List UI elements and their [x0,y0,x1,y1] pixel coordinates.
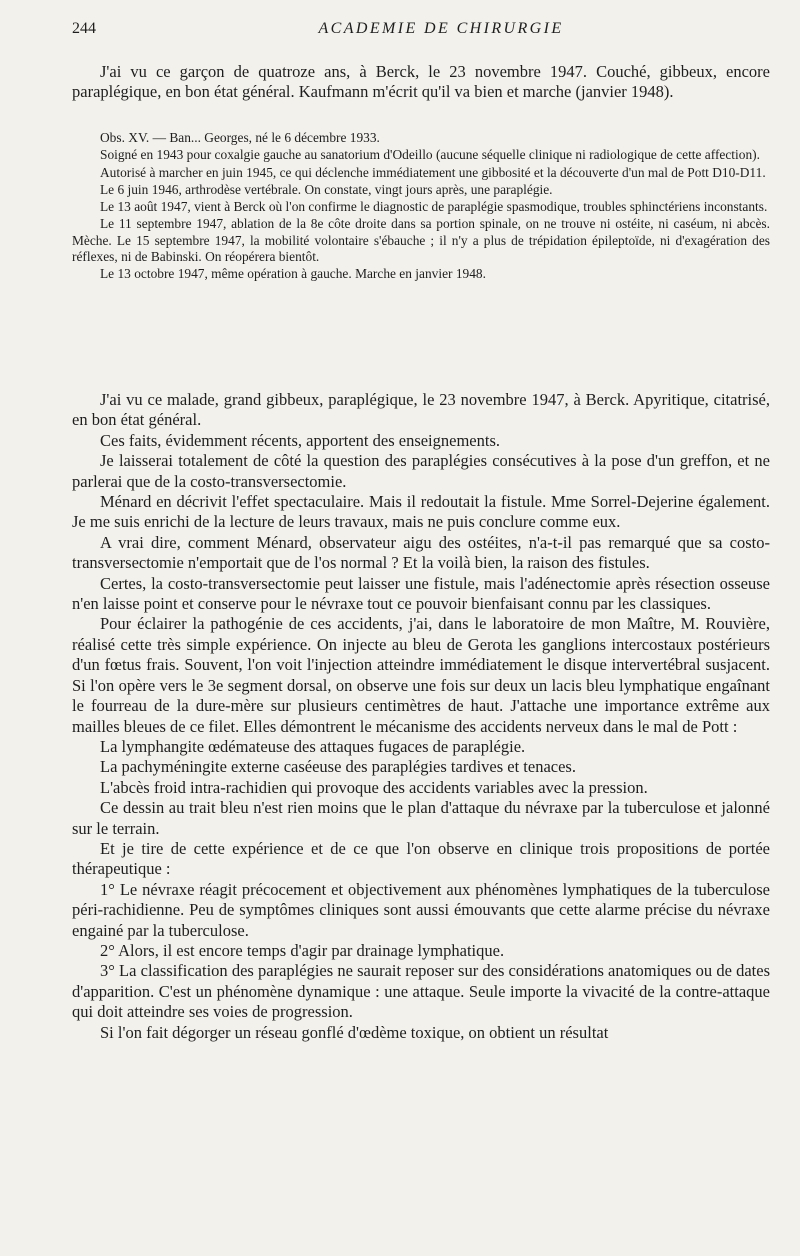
discussion-paragraph: Ces faits, évidemment récents, apportent des enseignements. [100,430,501,450]
observation-paragraph: Le 13 août 1947, vient à Berck où l'on confirme le diagnostic de paraplégie spasmodique, troubles sphinctériens inconstants. [100,199,768,215]
running-head: ACADEMIE DE CHIRURGIE [318,20,564,37]
discussion-paragraph: Si l'on fait dégorger un réseau gonflé d'œdème toxique, on obtient un résultat [100,1022,609,1042]
discussion-paragraph: La lymphangite œdémateuse des attaques fugaces de paraplégie. [100,736,526,756]
intro-section [72,62,770,103]
observation-paragraph: Le 6 juin 1946, arthrodèse vertébrale. On constate, vingt jours après, une paraplégie. [100,181,553,197]
discussion-paragraph: 2° Alors, il est encore temps d'agir par drainage lymphatique. [100,940,505,960]
discussion-paragraph: Pour éclairer la pathogénie de ces accidents, j'ai, dans le laboratoire de mon Maître, M. Rouvière, réalisé cette très simple expérience. On injecte au bleu de Gerota les ganglions intercostaux postérieurs d'un fœtus frais. Souvent, l'on voit l'injection atteindre immédiatement le disque intervertébral susjacent. Si l'on opère vers le 3e segment dorsal, on observe une fois sur deux un lacis bleu lymphatique engaînant le fourreau de la dure-mère sur plusieurs centimètres de haut. J'attache une importance extrême aux mailles bleues de ce filet. Elles démontrent le mécanisme des accidents nerveux dans le mal de Pott : [72,614,770,736]
intro-paragraph: J'ai vu ce garçon de quatroze ans, à Berck, le 23 novembre 1947. Couché, gibbeux, encore paraplégique, en bon état général. Kaufmann m'écrit qu'il va bien et marche (janvier 1948). [72,62,770,102]
discussion-paragraph: A vrai dire, comment Ménard, observateur aigu des ostéites, n'a-t-il pas remarqué que sa costo-transversectomie n'emportait que de l'os normal ? Et la voilà bien, la raison des fistules. [72,532,770,573]
discussion-paragraph: La pachyméningite externe caséeuse des paraplégies tardives et tenaces. [100,757,576,777]
discussion-paragraph: 3° La classification des paraplégies ne saurait reposer sur des considérations anatomiques ou de dates d'apparition. C'est un phénomène dynamique : une attaque. Seule importe la vivacité de la contre-attaque qui doit atteindre ses voies de progression. [72,961,770,1022]
discussion-paragraph: J'ai vu ce malade, grand gibbeux, paraplégique, le 23 novembre 1947, à Berck. Apyritique, citatrisé, en bon état général. [72,390,770,430]
discussion-paragraph: Et je tire de cette expérience et de ce que l'on observe en clinique trois propositions de portée thérapeutique : [72,838,770,879]
observation-section [72,130,770,283]
discussion-paragraph: L'abcès froid intra-rachidien qui provoque des accidents variables avec la pression. [100,777,648,797]
discussion-paragraph: Ce dessin au trait bleu n'est rien moins que le plan d'attaque du névraxe par la tuberculose et jalonné sur le terrain. [72,798,770,838]
discussion-section [72,390,770,1043]
discussion-paragraph: Je laisserai totalement de côté la question des paraplégies consécutives à la pose d'un greffon, et ne parlerai que de la costo-transversectomie. [72,451,770,491]
discussion-paragraph: Ménard en décrivit l'effet spectaculaire. Mais il redoutait la fistule. Mme Sorrel-Dejerine également. Je me suis enrichi de la lecture de leurs travaux, mais ne puis conclure comme eux. [72,492,770,532]
observation-paragraph: Autorisé à marcher en juin 1945, ce qui déclenche immédiatement une gibbosité et la découverte d'un mal de Pott D10-D11. [100,164,766,180]
observation-paragraph: Le 13 octobre 1947, même opération à gauche. Marche en janvier 1948. [100,266,486,282]
discussion-paragraph: 1° Le névraxe réagit précocement et objectivement aux phénomènes lymphatiques de la tuberculose péri-rachidienne. Peu de symptômes cliniques sont aussi émouvants que cette alarme précise du névraxe engainé par la tuberculose. [72,879,770,940]
observation-paragraph: Le 11 septembre 1947, ablation de la 8e côte droite dans sa portion spinale, on ne trouve ni ostéite, ni caséum, ni abcès. Mèche. Le 15 septembre 1947, la mobilité volontaire s'ébauche ; il n'y a plus de trépidation épileptoïde, ni d'exagération des réflexes, ni de Babinski. On réopérera bientôt. [72,216,770,265]
discussion-paragraph: Certes, la costo-transversectomie peut laisser une fistule, mais l'adénectomie après résection osseuse n'en laisse point et conserve pour le névraxe tout ce pouvoir bienfaisant connu par les classiques. [72,573,770,614]
observation-paragraph: Soigné en 1943 pour coxalgie gauche au sanatorium d'Odeillo (aucune séquelle clinique ni radiologique de cette affection). [100,147,760,163]
page-header [72,20,770,44]
page-number: 244 [72,20,96,37]
observation-heading: Obs. XV. — Ban... Georges, né le 6 décembre 1933. [100,130,380,145]
